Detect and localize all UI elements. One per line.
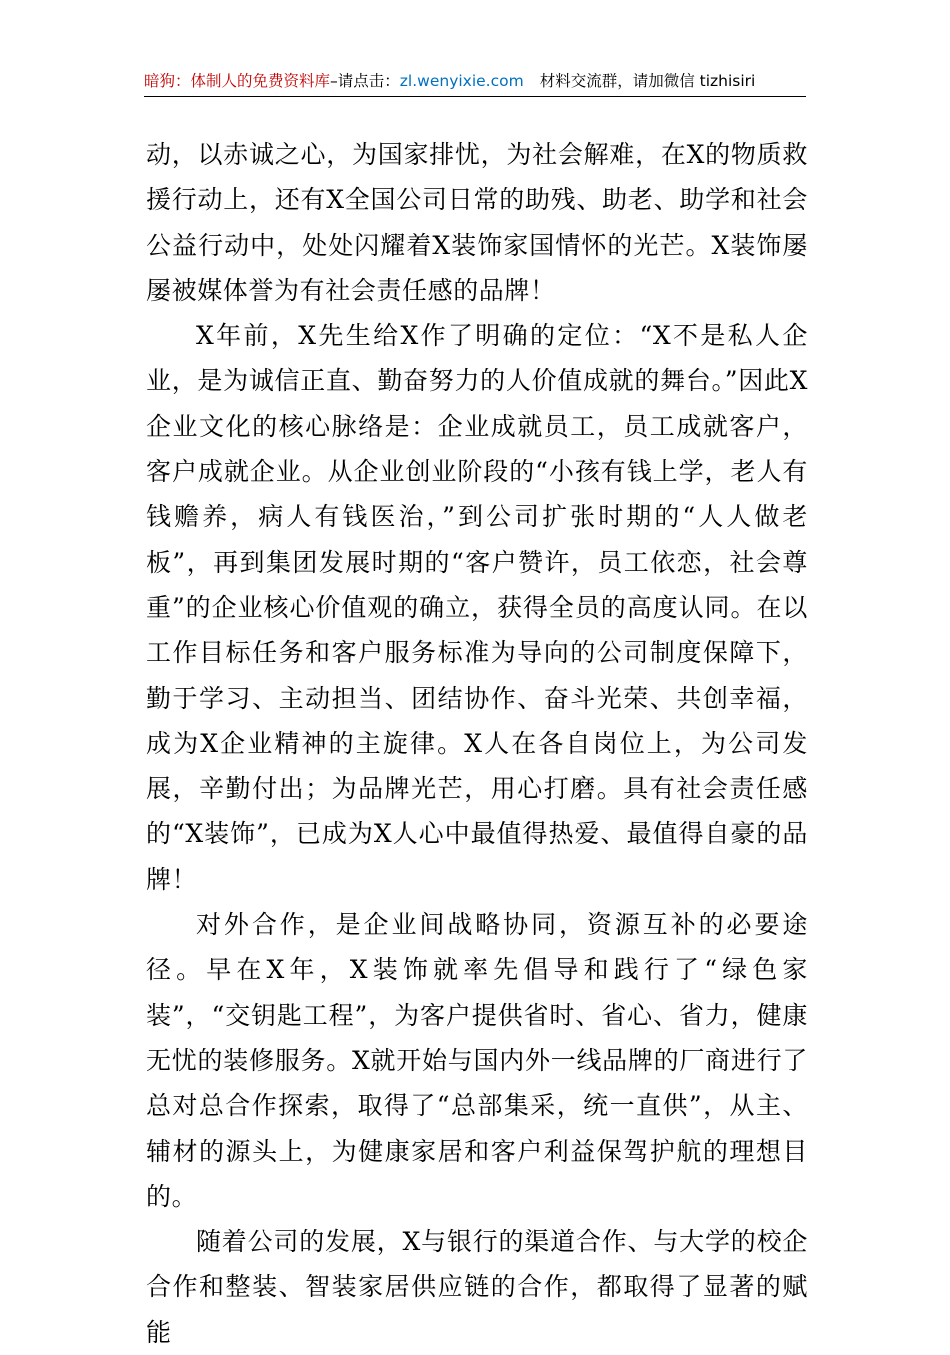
paragraph-3: 对外合作，是企业间战略协同，资源互补的必要途径。早在X年，X装饰就率先倡导和践行了“绿色家装”，“交钥匙工程”，为客户提供省时、省心、省力，健康无忧的装修服务。X就开始与国内外一线品牌的厂商进行了总对总合作探索，取得了“总部集采，统一直供”，从主、辅材的源头上，为健康家居和客户利益保驾护航的理想目的。 (146, 910, 808, 1211)
paragraph-1: 动，以赤诚之心，为国家排忧，为社会解难，在X的物质救援行动上，还有X全国公司日常的助残、助老、助学和社会公益行动中，处处闪耀着X装饰家国情怀的光芒。X装饰屡屡被媒体誉为有社会责任感的品牌！ (146, 140, 808, 305)
header-site-link[interactable]: zl.wenyixie.com (399, 72, 524, 90)
document-body (146, 132, 808, 1355)
paragraph-2: X年前，X先生给X作了明确的定位：“X不是私人企业，是为诚信正直、勤奋努力的人价值成就的舞台。”因此X企业文化的核心脉络是：企业成就员工，员工成就客户，客户成就企业。从企业创业阶段的“小孩有钱上学，老人有钱赡养，病人有钱医治，”到公司扩张时期的“人人做老板”，再到集团发展时期的“客户赞许，员工依恋，社会尊重”的企业核心价值观的确立，获得全员的高度认同。在以工作目标任务和客户服务标准为导向的公司制度保障下，勤于学习、主动担当、团结协作、奋斗光荣、共创幸福，成为X企业精神的主旋律。X人在各自岗位上，为公司发展，辛勤付出；为品牌光芒，用心打磨。具有社会责任感的“X装饰”，已成为X人心中最值得热爱、最值得自豪的品牌！ (146, 321, 808, 894)
header-brand: 暗狗：体制人的免费资料库 (144, 72, 331, 90)
header-prompt: –请点击： (330, 72, 400, 90)
page-header (144, 70, 806, 97)
header-group-note: 材料交流群，请加微信 tizhisiri (539, 72, 756, 90)
paragraph-4: 随着公司的发展，X与银行的渠道合作、与大学的校企合作和整装、智装家居供应链的合作，都取得了显著的赋能 (146, 1227, 808, 1347)
